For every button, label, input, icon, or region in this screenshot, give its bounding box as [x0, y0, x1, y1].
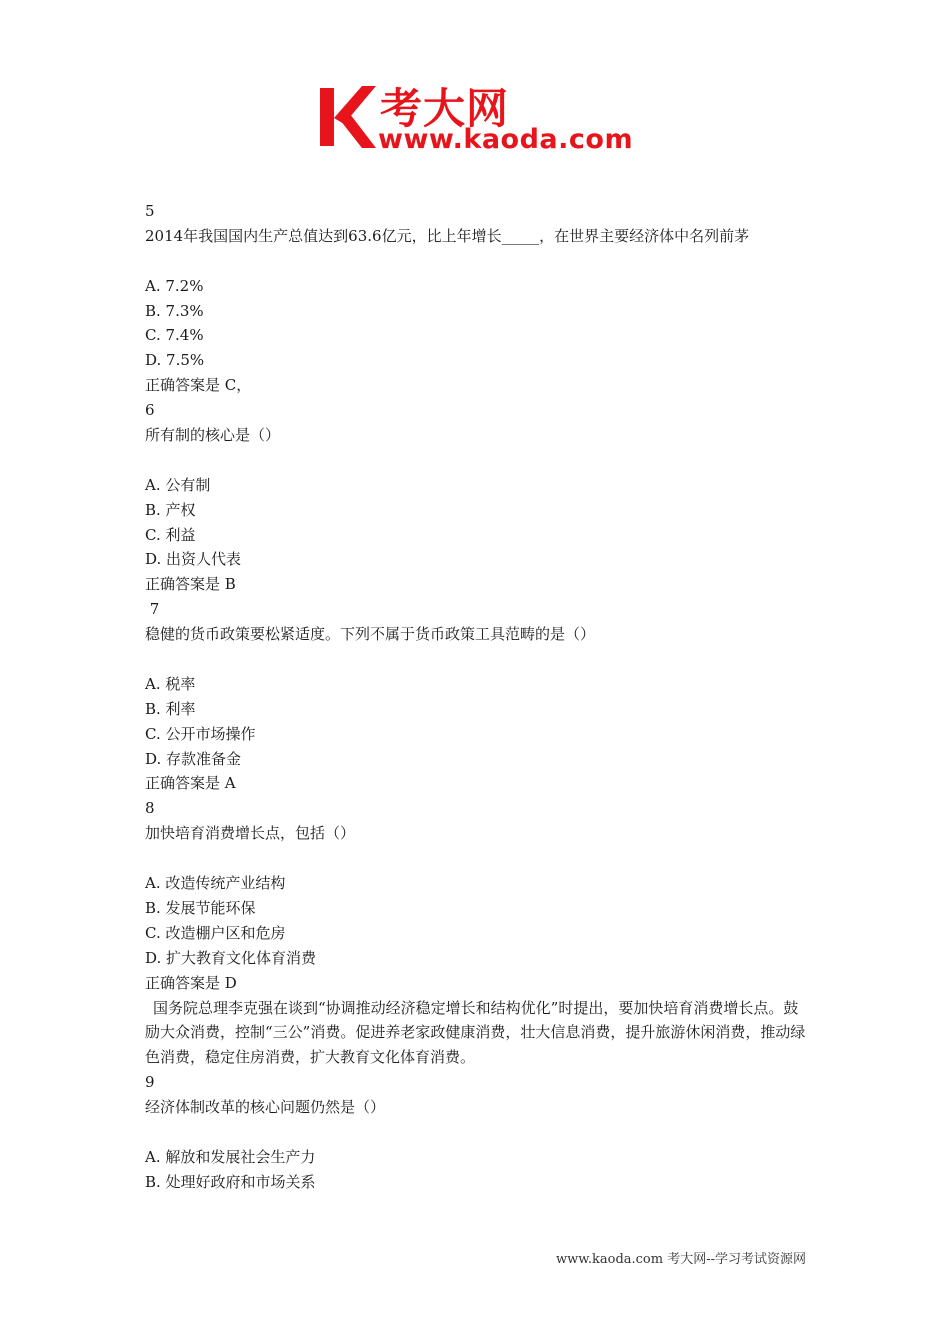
question-text: 2014年我国国内生产总值达到63.6亿元，比上年增长_____，在世界主要经济体中名列前茅 [145, 226, 750, 245]
option-c: C. 改造棚户区和危房 [145, 923, 286, 942]
option-b: B. 利率 [145, 699, 196, 718]
question-number: 9 [145, 1073, 155, 1092]
option-a: A. 解放和发展社会生产力 [145, 1147, 316, 1166]
question-number: 5 [145, 202, 155, 220]
option-a: A. 税率 [145, 674, 196, 693]
question-number: 7 [145, 600, 160, 619]
answer-line: 正确答案是 A [145, 774, 236, 793]
answer-line: 正确答案是 B [145, 575, 236, 594]
option-c: C. 7.4% [145, 326, 204, 345]
option-b: B. 产权 [145, 500, 196, 519]
option-b: B. 发展节能环保 [145, 898, 256, 917]
question-number: 8 [145, 799, 155, 818]
option-d: D. 7.5% [145, 351, 205, 370]
option-d: D. 扩大教育文化体育消费 [145, 948, 317, 967]
option-a: A. 公有制 [145, 475, 211, 494]
question-text: 加快培育消费增长点，包括（） [145, 824, 356, 843]
question-text: 所有制的核心是（） [145, 426, 281, 445]
logo-chinese-name: 考大网 [380, 84, 510, 133]
answer-line: 正确答案是 D [145, 973, 237, 992]
kaoda-logo [318, 80, 638, 160]
option-c: C. 利益 [145, 525, 196, 544]
option-b: B. 7.3% [145, 301, 204, 320]
question-text: 经济体制改革的核心问题仍然是（） [145, 1098, 386, 1117]
k-logo-icon [318, 84, 378, 150]
logo-url: www.kaoda.com [378, 124, 634, 155]
option-c: C. 公开市场操作 [145, 724, 256, 743]
question-text: 稳健的货币政策要松紧适度。下列不属于货币政策工具范畴的是（） [145, 625, 596, 644]
question-number: 6 [145, 401, 155, 420]
option-a: A. 改造传统产业结构 [145, 874, 286, 893]
answer-line: 正确答案是 C， [145, 376, 252, 395]
option-d: D. 存款准备金 [145, 749, 242, 768]
page-footer: www.kaoda.com 考大网--学习考试资源网 [556, 1252, 806, 1267]
option-d: D. 出资人代表 [145, 550, 242, 569]
option-a: A. 7.2% [145, 276, 204, 295]
answer-explanation: 国务院总理李克强在谈到“协调推动经济稳定增长和结构优化”时提出，要加快培育消费增长点。鼓励大众消费，控制“三公”消费。促进养老家政健康消费，壮大信息消费，提升旅游休闲消费，推动绿色消费，稳定住房消费，扩大教育文化体育消费。 [145, 998, 806, 1067]
question-list [145, 199, 810, 1195]
option-b: B. 处理好政府和市场关系 [145, 1172, 316, 1191]
